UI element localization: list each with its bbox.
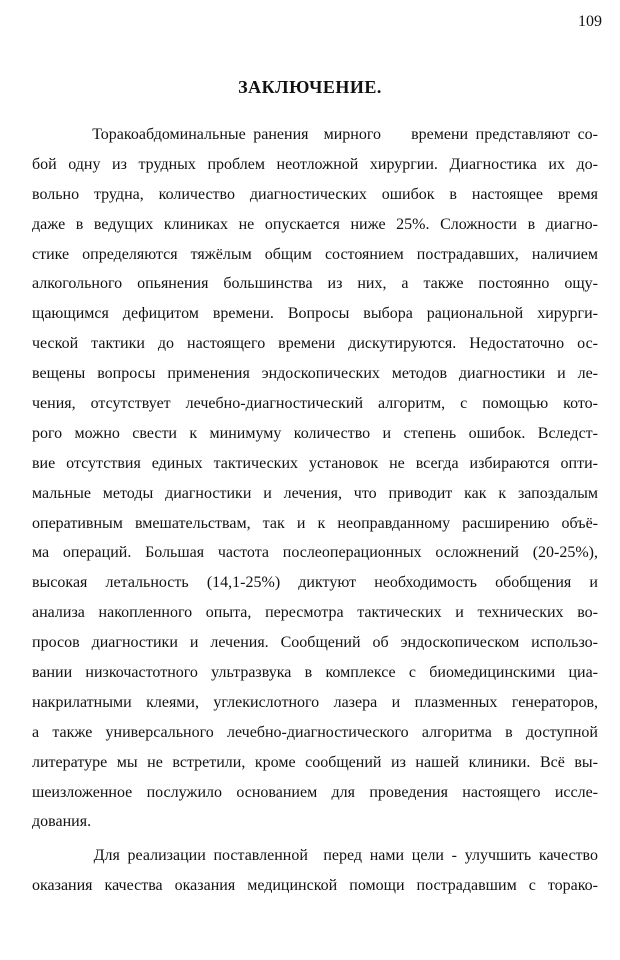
text-line: бой одну из трудных проблем неотложной хирургии. Диагностика их до- [32, 155, 598, 173]
text-line: ческой тактики до настоящего времени дискутируются. Недостаточно ос- [32, 335, 598, 353]
text-line: просов диагностики и лечения. Сообщений об эндоскопическом использо- [32, 634, 598, 652]
text-line: дования. [32, 813, 92, 831]
text-line: Для реализации поставленной перед нами цели - улучшить качество [32, 847, 598, 865]
page-number: 109 [578, 13, 602, 30]
text-line: оказания качества оказания медицинской помощи пострадавшим с торако- [32, 877, 598, 895]
text-line: даже в ведущих клиниках не опускается ниже 25%. Сложности в диагно- [32, 215, 598, 233]
text-line: высокая летальность (14,1-25%) диктуют необходимость обобщения и [32, 574, 598, 592]
text-line: анализа накопленного опыта, пересмотра тактических и технических во- [32, 604, 598, 622]
text-line: стике определяются тяжёлым общим состоянием пострадавших, наличием [32, 245, 598, 263]
text-line: накрилатными клеями, углекислотного лазера и плазменных генераторов, [32, 693, 598, 711]
text-line: алкогольного опьянения большинства из них, а также постоянно ощу- [32, 275, 598, 293]
paragraph-1 [32, 120, 598, 837]
text-line: ма операций. Большая частота послеоперационных осложнений (20-25%), [32, 544, 598, 562]
text-line: щающимся дефицитом времени. Вопросы выбора рациональной хирурги- [32, 305, 598, 323]
text-line: шеизложенное послужило основанием для проведения настоящего иссле- [32, 783, 598, 801]
text-line: Торакоабдоминальные ранения мирного времени представляют со- [32, 126, 598, 143]
paragraph-2 [32, 841, 598, 901]
text-line: оперативным вмешательствам, так и к неоправданному расширению объё- [32, 514, 598, 532]
text-line: вещены вопросы применения эндоскопических методов диагностики и ле- [32, 365, 598, 383]
text-line: рого можно свести к минимуму количество и степень ошибок. Вследст- [32, 424, 598, 442]
text-line: чения, отсутствует лечебно-диагностический алгоритм, с помощью кото- [32, 395, 598, 413]
text-line: а также универсального лечебно-диагностического алгоритма в доступной [32, 723, 598, 741]
text-line: вании низкочастотного ультразвука в комплексе с биомедицинскими циа- [32, 664, 598, 682]
text-line: вие отсутствия единых тактических установок не всегда избираются опти- [32, 454, 598, 472]
text-line: мальные методы диагностики и лечения, что приводит как к запоздалым [32, 484, 598, 502]
text-line: вольно трудна, количество диагностических ошибок в настоящее время [32, 185, 598, 203]
text-line: литературе мы не встретили, кроме сообщений из нашей клиники. Всё вы- [32, 753, 598, 771]
document-body [32, 120, 598, 901]
page-title: ЗАКЛЮЧЕНИЕ. [238, 77, 382, 97]
